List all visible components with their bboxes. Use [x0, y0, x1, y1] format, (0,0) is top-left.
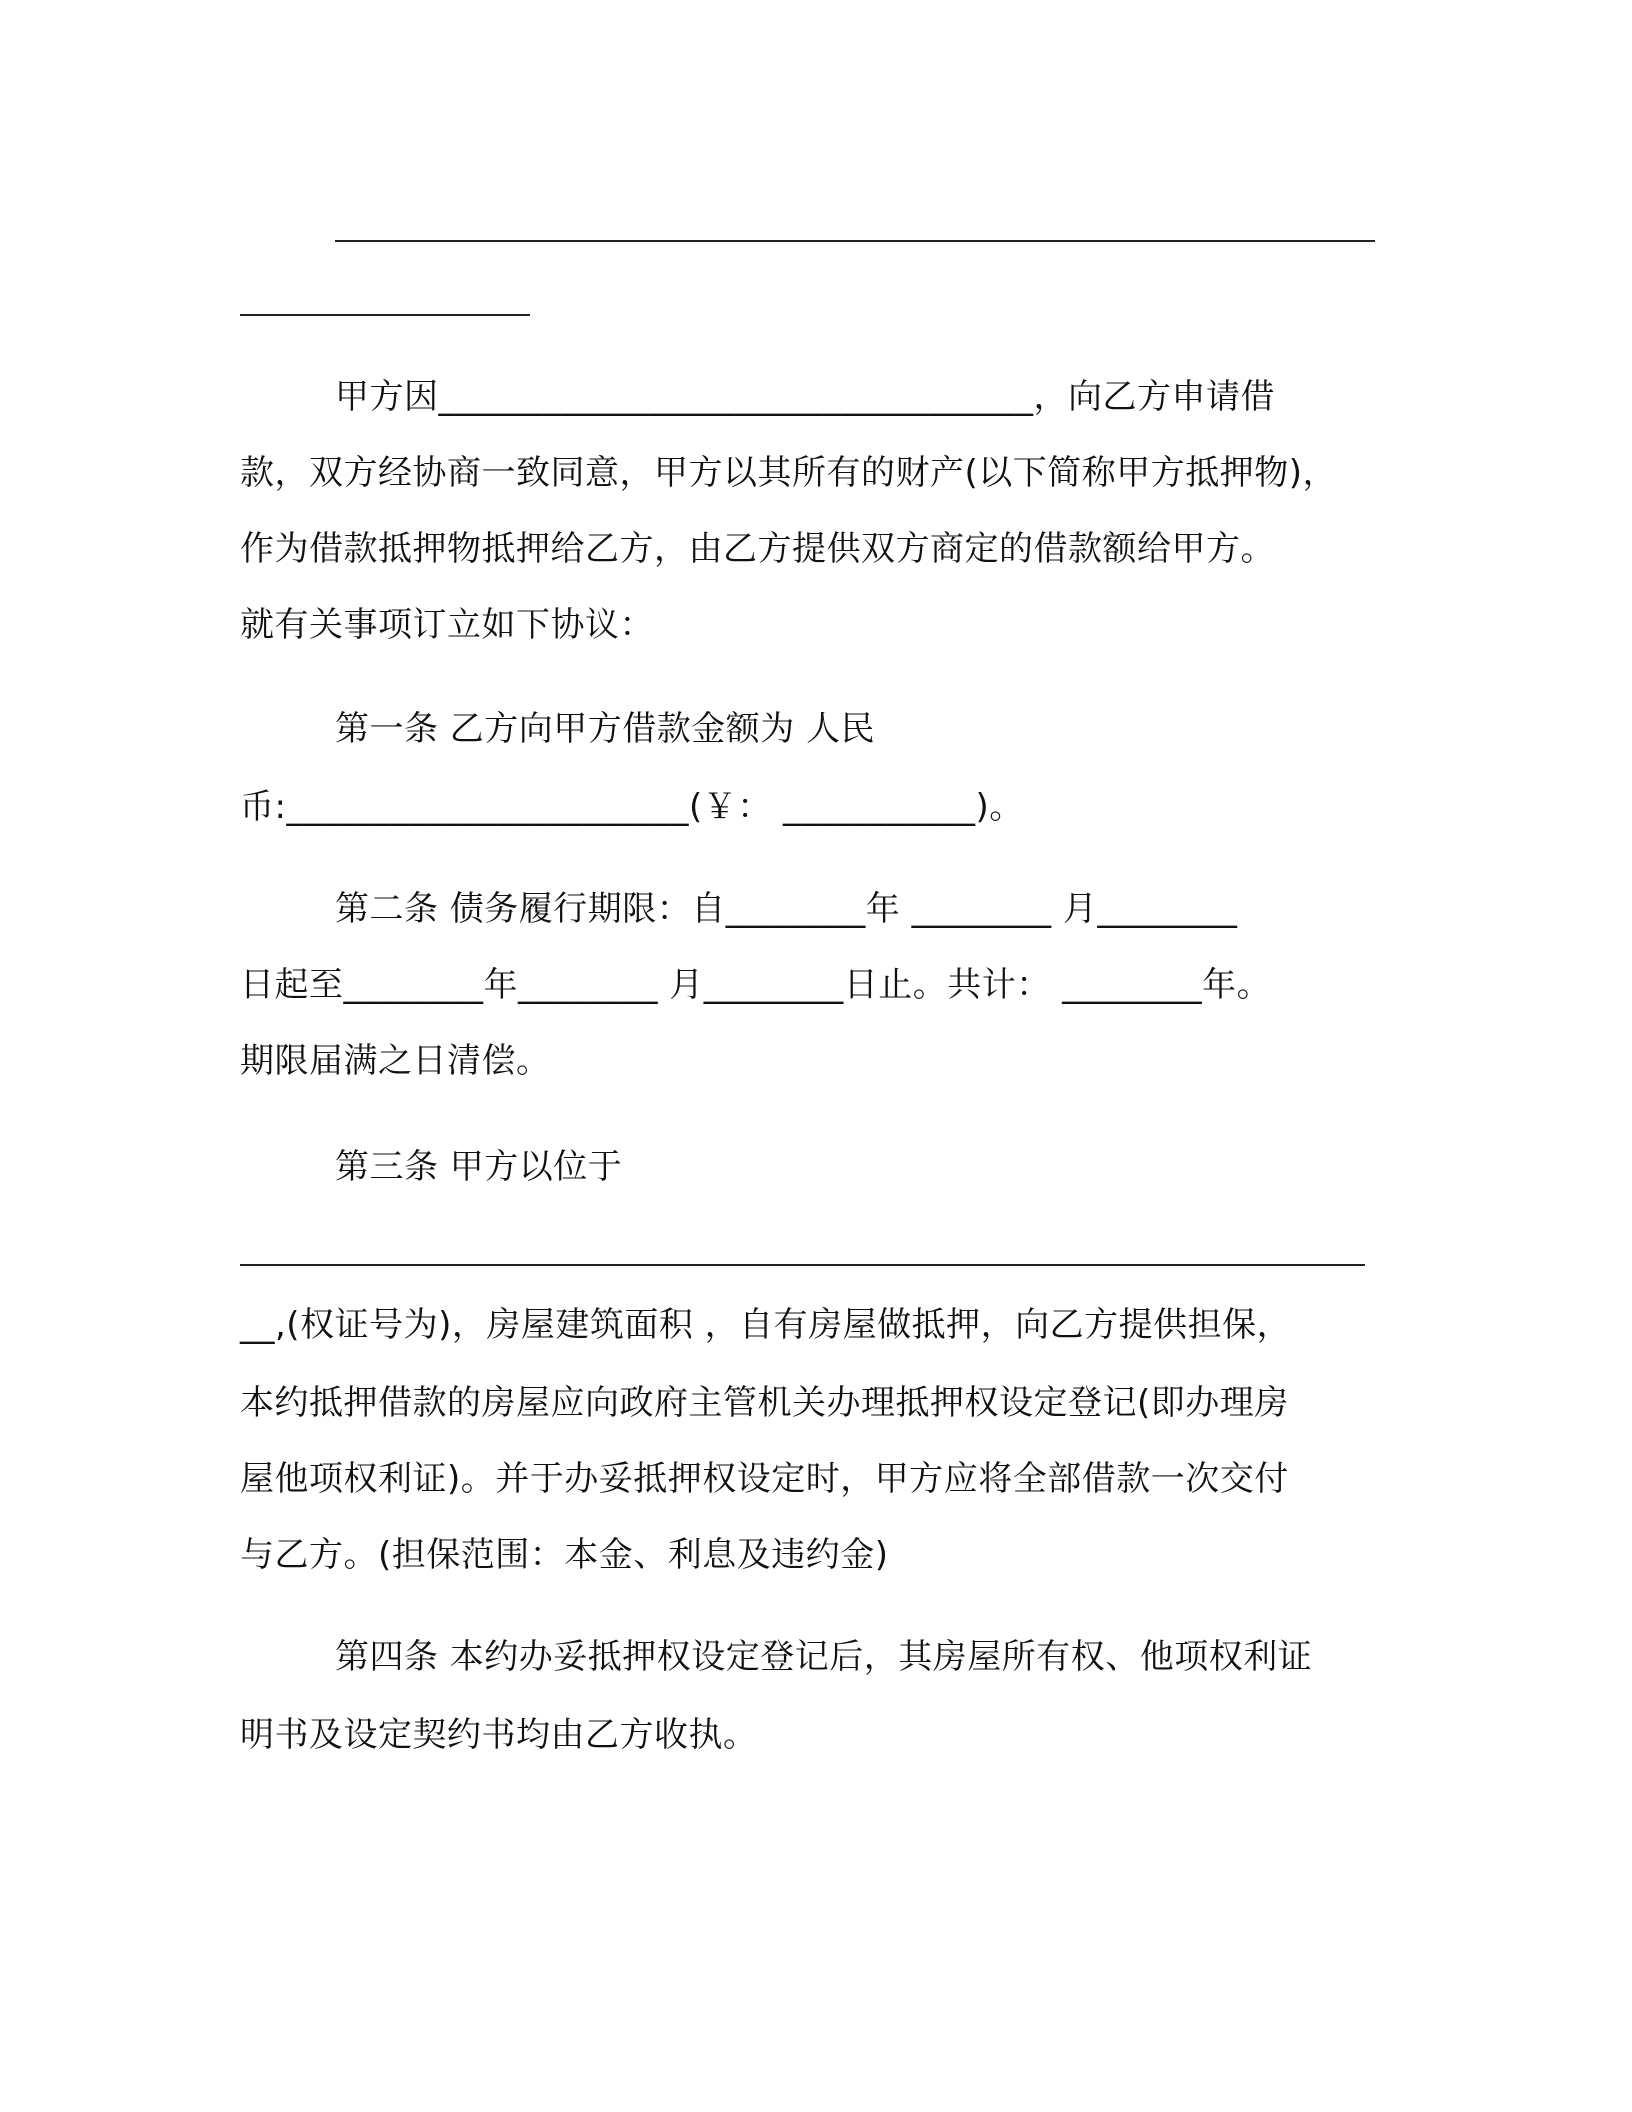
- article-3-line-4: 屋他项权利证)。并于办妥抵押权设定时，甲方应将全部借款一次交付: [240, 1459, 1289, 1499]
- article-4-line-1: 第四条 本约办妥抵押权设定登记后，其房屋所有权、他项权利证: [335, 1637, 1313, 1677]
- paragraph-1-line-2: 款，双方经协商一致同意，甲方以其所有的财产(以下简称甲方抵押物)，: [240, 453, 1338, 493]
- article-2-line-3: 期限届满之日清偿。: [240, 1041, 551, 1081]
- blank-fill-rule-top: [335, 240, 1375, 242]
- paragraph-1-line-4: 就有关事项订立如下协议：: [240, 605, 654, 645]
- article-3-line-2: __,(权证号为)，房屋建筑面积 ，自有房屋做抵押，向乙方提供担保，: [240, 1305, 1292, 1345]
- article-1-line-2: 币:_______________________(￥： ___________)。: [240, 787, 1024, 827]
- article-2-line-1: 第二条 债务履行期限：自________年 ________ 月________: [335, 889, 1238, 929]
- article-3-address-rule: [240, 1264, 1365, 1266]
- article-2-line-2: 日起至________年________ 月________日止。共计： ________年。: [240, 965, 1272, 1005]
- article-1-line-1: 第一条 乙方向甲方借款金额为 人民: [335, 709, 876, 749]
- article-3-line-3: 本约抵押借款的房屋应向政府主管机关办理抵押权设定登记(即办理房: [240, 1383, 1289, 1423]
- paragraph-1-line-1: 甲方因__________________________________，向乙方申请借: [335, 377, 1275, 417]
- article-3-line-1: 第三条 甲方以位于: [335, 1147, 623, 1187]
- blank-fill-rule-top-continued: [240, 314, 530, 316]
- paragraph-1-line-3: 作为借款抵押物抵押给乙方，由乙方提供双方商定的借款额给甲方。: [240, 529, 1275, 569]
- article-4-line-2: 明书及设定契约书均由乙方收执。: [240, 1715, 758, 1755]
- article-3-line-5: 与乙方。(担保范围：本金、利息及违约金): [240, 1535, 889, 1575]
